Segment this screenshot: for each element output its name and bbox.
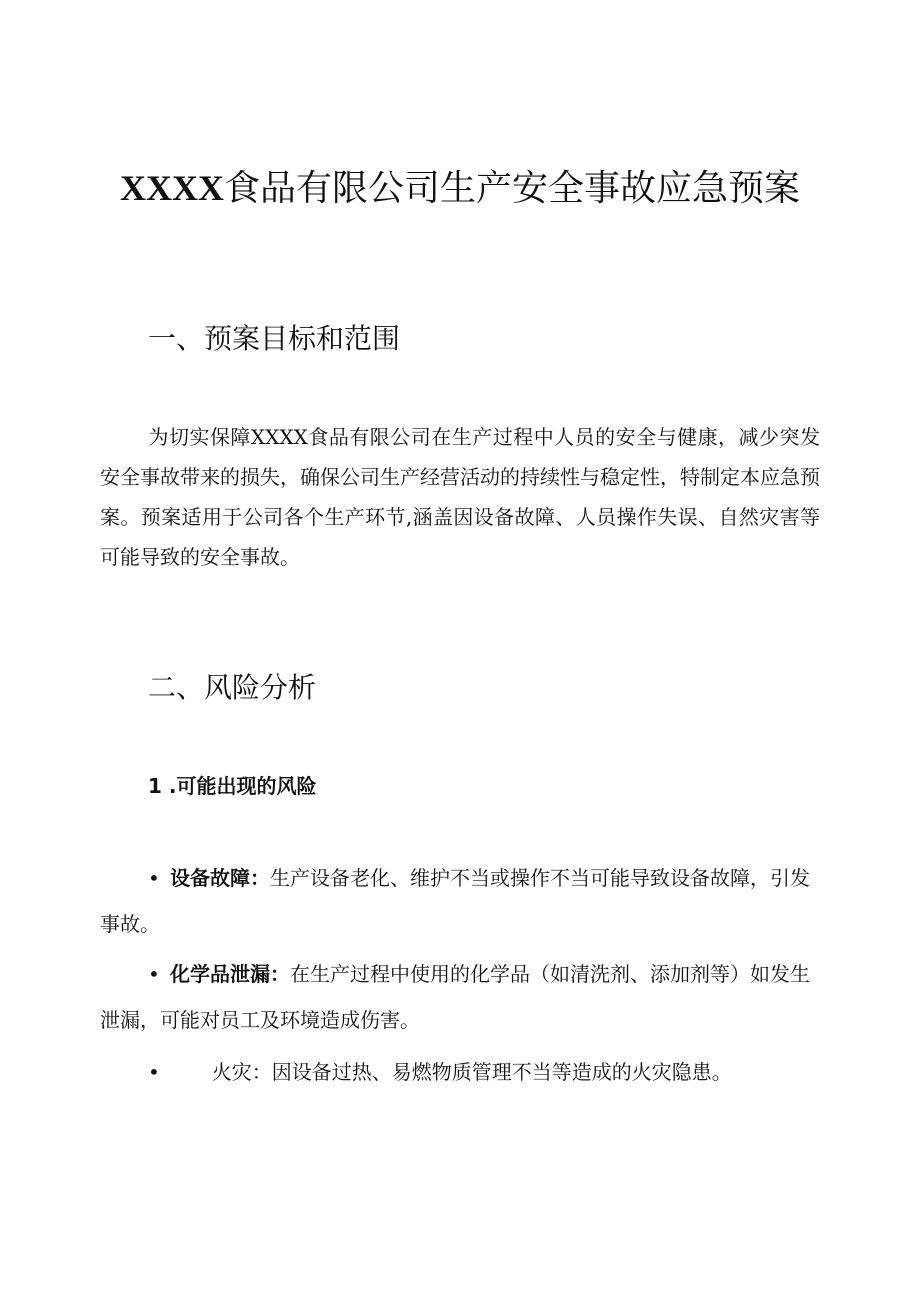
bullet-marker: •: [148, 866, 160, 890]
section1-paragraph-text: 为切实保障XXXX食品有限公司在生产过程中人员的安全与健康，减少突发安全事故带来的损失，确保公司生产经营活动的持续性与稳定性，特制定本应急预案。预案适用于公司各个生产环节,涵盖因设备故障、人员操作失误、自然灾害等可能导致的安全事故。: [100, 425, 820, 569]
section1-heading: 一、预案目标和范围: [148, 322, 401, 355]
document-title: [100, 162, 820, 215]
section2-subheading: 1 .可能出现的风险: [148, 774, 317, 798]
bullet-text: 生产设备老化、维护不当或操作不当可能导致设备故障，引发事故。: [100, 866, 810, 936]
bullet-text: 在生产过程中使用的化学品（如清洗剂、添加剂等）如发生泄漏，可能对员工及环境造成伤害。: [100, 962, 810, 1032]
title-latin: XXXX: [119, 168, 224, 208]
section2-heading: 二、风险分析: [148, 671, 317, 704]
bullet-marker: •: [148, 962, 160, 986]
bullet-item-equipment-failure: [100, 855, 820, 947]
bullet-label: 化学品泄漏：: [170, 962, 290, 986]
bullet-item-chemical-leak: [100, 951, 820, 1043]
bullet-item-fire: [148, 1057, 828, 1087]
bullet-text: 火灾：因设备过热、易燃物质管理不当等造成的火灾隐患。: [211, 1060, 732, 1084]
title-rest: 食品有限公司生产安全事故应急预案: [223, 168, 800, 209]
bullet-marker: •: [148, 1060, 160, 1084]
section1-paragraph: [100, 417, 820, 577]
bullet-label: 设备故障：: [170, 866, 270, 890]
